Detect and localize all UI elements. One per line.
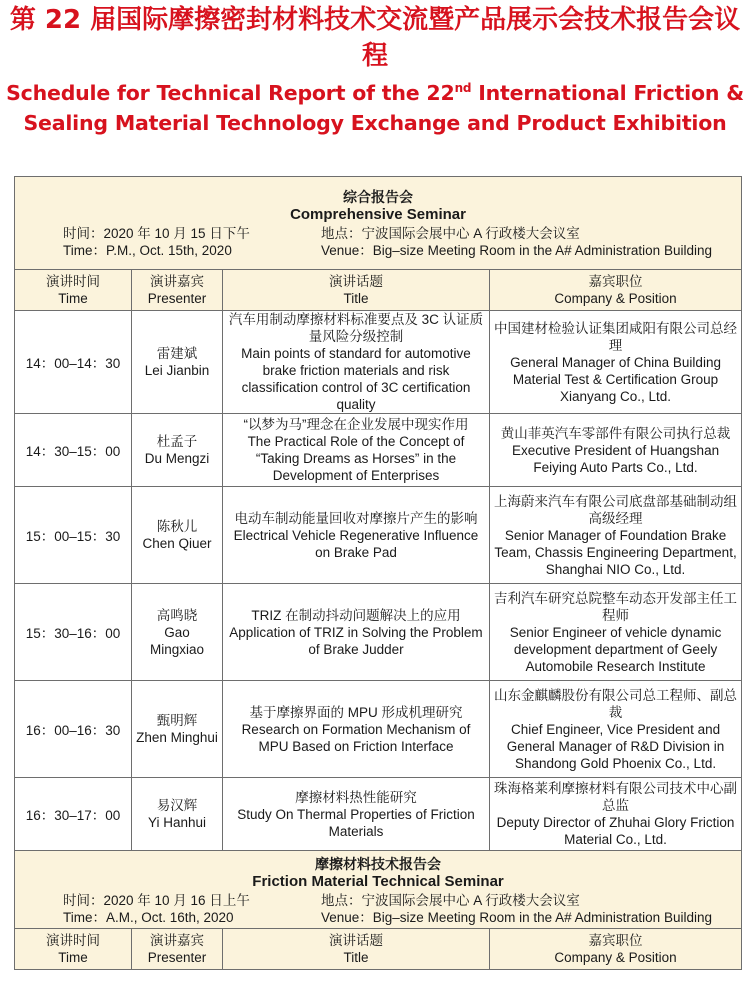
table-row [15, 681, 742, 778]
talk-position: 吉利汽车研究总院整车动态开发部主任工程师 Senior Engineer of vehicle dynamic development department of Geely Automobile Research Institute [490, 584, 742, 681]
talk-presenter: 高鸣晓 Gao Mingxiao [132, 584, 223, 681]
talk-presenter: 易汉辉 Yi Hanhui [132, 778, 223, 851]
col-header-presenter: 演讲嘉宾 Presenter [132, 929, 223, 970]
title-en-part2: International Friction & Sealing Material Technology Exchange and Product Exhibition [23, 81, 744, 135]
talk-time: 14：30–15：00 [15, 414, 132, 487]
col-header-presenter: 演讲嘉宾 Presenter [132, 270, 223, 311]
column-header-row [15, 270, 742, 311]
section-header-row [15, 851, 742, 929]
talk-time: 14：00–14：30 [15, 311, 132, 414]
section-time-en: Time：A.M., Oct. 16th, 2020 [63, 909, 234, 925]
section-time-zh: 时间：2020 年 10 月 15 日下午 [63, 226, 250, 241]
col-header-time: 演讲时间 Time [15, 929, 132, 970]
section-venue-zh: 地点：宁波国际会展中心 A 行政楼大会议室 [321, 226, 580, 241]
section-name-zh: 综合报告会 [343, 189, 414, 205]
section-header-row [15, 177, 742, 270]
table-row [15, 414, 742, 487]
section-venue-en: Venue：Big–size Meeting Room in the A# Administration Building [321, 909, 712, 925]
section-info [25, 225, 731, 259]
talk-time: 16：30–17：00 [15, 778, 132, 851]
talk-position: 山东金麒麟股份有限公司总工程师、副总裁 Chief Engineer, Vice President and General Manager of R&D Division in Shandong Gold Phoenix Co., Ltd. [490, 681, 742, 778]
section-header [15, 851, 742, 929]
section-name-en: Comprehensive Seminar [290, 206, 466, 223]
table-row [15, 778, 742, 851]
talk-time: 15：00–15：30 [15, 487, 132, 584]
page-title-en [2, 78, 748, 138]
talk-title: “以梦为马”理念在企业发展中现实作用 The Practical Role of the Concept of “Taking Dreams as Horses” in the Development of Enterprises [223, 414, 490, 487]
talk-position: 珠海格莱利摩擦材料有限公司技术中心副总监 Deputy Director of Zhuhai Glory Friction Material Co., Ltd. [490, 778, 742, 851]
section-venue-en: Venue：Big–size Meeting Room in the A# Administration Building [321, 243, 712, 258]
talk-title: 汽车用制动摩擦材料标准要点及 3C 认证质量风险分级控制 Main points of standard for automotive brake friction materials and risk classification control of 3C certification quality [223, 311, 490, 414]
column-header-row [15, 929, 742, 970]
table-row [15, 487, 742, 584]
section-name-en: Friction Material Technical Seminar [252, 872, 504, 890]
talk-position: 中国建材检验认证集团咸阳有限公司总经理 General Manager of China Building Material Test & Certification Group Xianyang Co., Ltd. [490, 311, 742, 414]
col-header-title: 演讲话题 Title [223, 270, 490, 311]
col-header-position: 嘉宾职位 Company & Position [490, 270, 742, 311]
talk-title: 基于摩擦界面的 MPU 形成机理研究 Research on Formation Mechanism of MPU Based on Friction Interface [223, 681, 490, 778]
table-row [15, 311, 742, 414]
talk-presenter: 甄明辉 Zhen Minghui [132, 681, 223, 778]
section-name-zh: 摩擦材料技术报告会 [315, 855, 442, 872]
schedule-table [14, 176, 742, 970]
talk-time: 15：30–16：00 [15, 584, 132, 681]
section-header [15, 177, 742, 270]
talk-presenter: 雷建斌 Lei Jianbin [132, 311, 223, 414]
table-row [15, 584, 742, 681]
title-en-ordinal: nd [454, 81, 472, 96]
section-info [25, 892, 731, 926]
col-header-title: 演讲话题 Title [223, 929, 490, 970]
title-en-part1: Schedule for Technical Report of the 22 [6, 81, 455, 105]
talk-title: TRIZ 在制动抖动问题解决上的应用 Application of TRIZ in Solving the Problem of Brake Judder [223, 584, 490, 681]
talk-presenter: 陈秋儿 Chen Qiuer [132, 487, 223, 584]
section-venue-zh: 地点：宁波国际会展中心 A 行政楼大会议室 [321, 892, 580, 908]
col-header-position: 嘉宾职位 Company & Position [490, 929, 742, 970]
talk-title: 电动车制动能量回收对摩擦片产生的影响 Electrical Vehicle Regenerative Influence on Brake Pad [223, 487, 490, 584]
talk-title: 摩擦材料热性能研究 Study On Thermal Properties of Friction Materials [223, 778, 490, 851]
talk-presenter: 杜孟子 Du Mengzi [132, 414, 223, 487]
talk-position: 上海蔚来汽车有限公司底盘部基础制动组高级经理 Senior Manager of Foundation Brake Team, Chassis Engineering Department, Shanghai NIO Co., Ltd. [490, 487, 742, 584]
page-title-zh: 第 22 届国际摩擦密封材料技术交流暨产品展示会技术报告会议程 [9, 5, 741, 71]
section-time-en: Time：P.M., Oct. 15th, 2020 [63, 243, 232, 258]
talk-time: 16：00–16：30 [15, 681, 132, 778]
section-time-zh: 时间：2020 年 10 月 16 日上午 [63, 892, 250, 908]
talk-position: 黄山菲英汽车零部件有限公司执行总裁 Executive President of Huangshan Feiying Auto Parts Co., Ltd. [490, 414, 742, 487]
col-header-time: 演讲时间 Time [15, 270, 132, 311]
